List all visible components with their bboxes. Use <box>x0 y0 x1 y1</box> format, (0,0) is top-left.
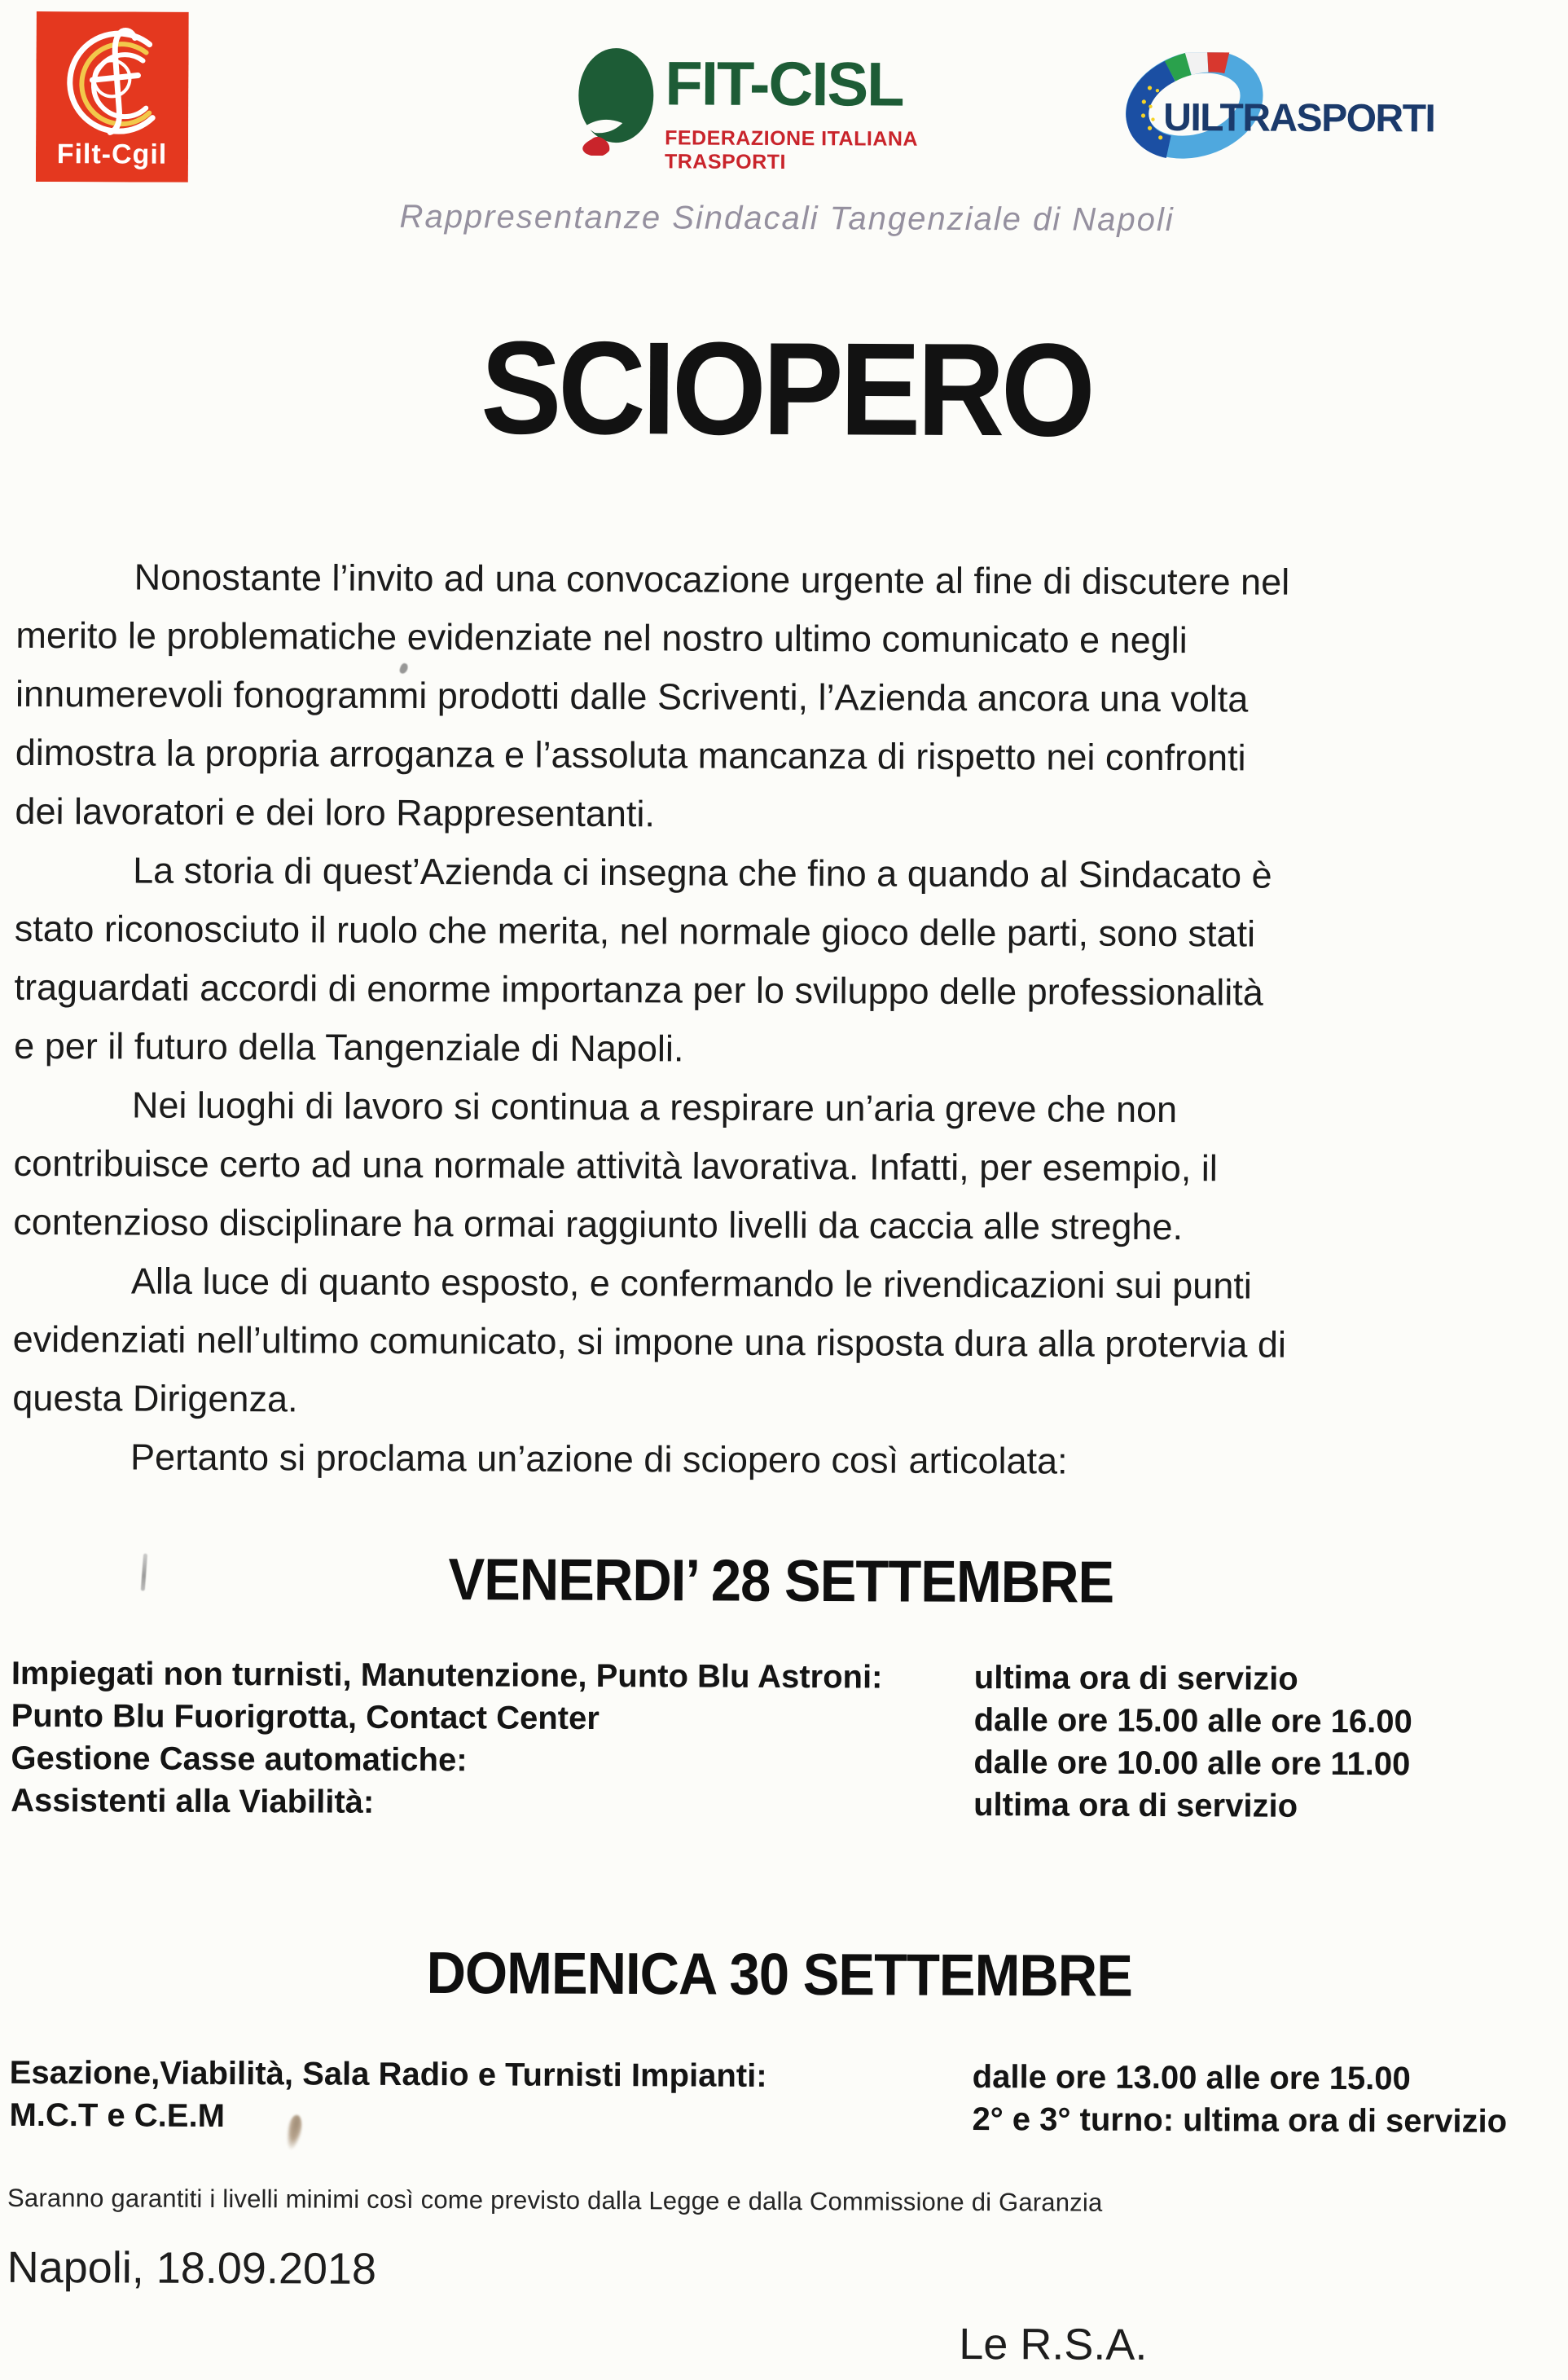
uiltrasporti-logo <box>1121 52 1447 163</box>
paragraph-line: e per il futuro della Tangenziale di Napoli. <box>14 1024 684 1070</box>
paragraph-line: merito le problematiche evidenziate nel nostro ultimo comunicato e negli <box>15 614 1188 662</box>
paragraph-line: questa Dirigenza. <box>12 1376 298 1420</box>
schedule-category: Esazione,Viabilità, Sala Radio e Turnisti Impianti: <box>9 2054 767 2094</box>
fit-cisl-texts <box>664 46 959 174</box>
section-heading-domenica: DOMENICA 30 SETTEMBRE <box>426 1940 1133 2009</box>
schedule-row <box>10 2052 1541 2101</box>
paragraph-line: Pertanto si proclama un’azione di sciopero così articolata: <box>130 1436 1068 1482</box>
schedule-time: 2° e 3° turno: ultima ora di servizio <box>972 2101 1508 2140</box>
paragraph-line: Nei luoghi di lavoro si continua a respirare un’aria greve che non <box>131 1084 1178 1131</box>
paragraph-line: Alla luce di quanto esposto, e confermando le rivendicazioni sui punti <box>130 1260 1252 1307</box>
fit-cisl-logo <box>575 46 959 174</box>
paragraph <box>13 1076 1545 1258</box>
paragraph-line: stato riconosciuto il ruolo che merita, nel normale gioco delle parti, sono stati <box>14 907 1256 955</box>
union-stamp: Rappresentanze Sindacali Tangenziale di Napoli <box>399 198 1175 239</box>
schedule-venerdi <box>11 1652 1543 1828</box>
schedule-time: ultima ora di servizio <box>973 1787 1298 1824</box>
section-heading-venerdi: VENERDI’ 28 SETTEMBRE <box>448 1546 1114 1616</box>
filt-cgil-logo <box>36 11 189 183</box>
fit-cisl-mark-icon <box>575 46 657 156</box>
paragraph <box>15 548 1548 847</box>
place-date: Napoli, 18.09.2018 <box>7 2242 377 2294</box>
paragraph-line: evidenziati nell’ultimo comunicato, si impone una risposta dura alla protervia di <box>12 1318 1287 1366</box>
schedule-row <box>11 1695 1543 1744</box>
schedule-category: Gestione Casse automatiche: <box>11 1740 468 1779</box>
paragraph-line: traguardati accordi di enorme importanza per lo sviluppo delle professionalità <box>14 966 1263 1014</box>
schedule-time: dalle ore 13.00 alle ore 15.00 <box>972 2059 1411 2097</box>
schedule-category: Assistenti alla Viabilità: <box>11 1782 375 1820</box>
body-text <box>12 548 1548 1493</box>
schedule-time: dalle ore 10.00 alle ore 11.00 <box>973 1744 1411 1783</box>
paragraph <box>12 1252 1544 1434</box>
schedule-category: M.C.T e C.E.M <box>9 2096 226 2135</box>
paragraph-line: Nonostante l’invito ad una convocazione urgente al fine di discutere nel <box>134 556 1290 603</box>
paragraph-line: La storia di quest’Azienda ci insegna che fino a quando al Sindacato è <box>133 849 1272 896</box>
fit-cisl-subtitle: FEDERAZIONE ITALIANA TRASPORTI <box>664 126 918 174</box>
uiltrasporti-name: UILTRASPORTI <box>1163 96 1435 141</box>
schedule-time: dalle ore 15.00 alle ore 16.00 <box>973 1702 1412 1740</box>
schedule-row <box>11 1780 1542 1828</box>
paragraph-line: contenzioso disciplinare ha ormai raggiunto livelli da caccia alle streghe. <box>13 1200 1184 1248</box>
schedule-time: ultima ora di servizio <box>973 1660 1298 1697</box>
paragraph-line: dimostra la propria arroganza e l’assoluta mancanza di rispetto nei confronti <box>15 731 1246 779</box>
schedule-row <box>9 2094 1540 2143</box>
document-title: SCIOPERO <box>480 314 1092 464</box>
paragraph-line: contribuisce certo ad una normale attività lavorativa. Infatti, per esempio, il <box>13 1142 1218 1190</box>
signature: Le R.S.A. <box>959 2319 1148 2369</box>
schedule-domenica <box>9 2052 1540 2143</box>
paragraph <box>14 841 1546 1082</box>
paragraph <box>12 1428 1544 1493</box>
filt-cgil-label: Filt-Cgil <box>56 139 168 170</box>
schedule-category: Impiegati non turnisti, Manutenzione, Punto Blu Astroni: <box>11 1655 883 1696</box>
paragraph-line: dei lavoratori e dei loro Rappresentanti. <box>15 790 656 835</box>
schedule-row <box>11 1652 1543 1701</box>
paragraph-line: innumerevoli fonogrammi prodotti dalle Scriventi, l’Azienda ancora una volta <box>15 672 1249 720</box>
uiltrasporti-ring-icon <box>1121 52 1447 163</box>
schedule-row <box>11 1737 1542 1786</box>
schedule-category: Punto Blu Fuorigrotta, Contact Center <box>11 1697 600 1737</box>
minimum-service-note: Saranno garantiti i livelli minimi così come previsto dalla Legge e dalla Commissione di Garanzia <box>7 2183 1103 2217</box>
fit-cisl-name: FIT-CISL <box>665 49 903 120</box>
